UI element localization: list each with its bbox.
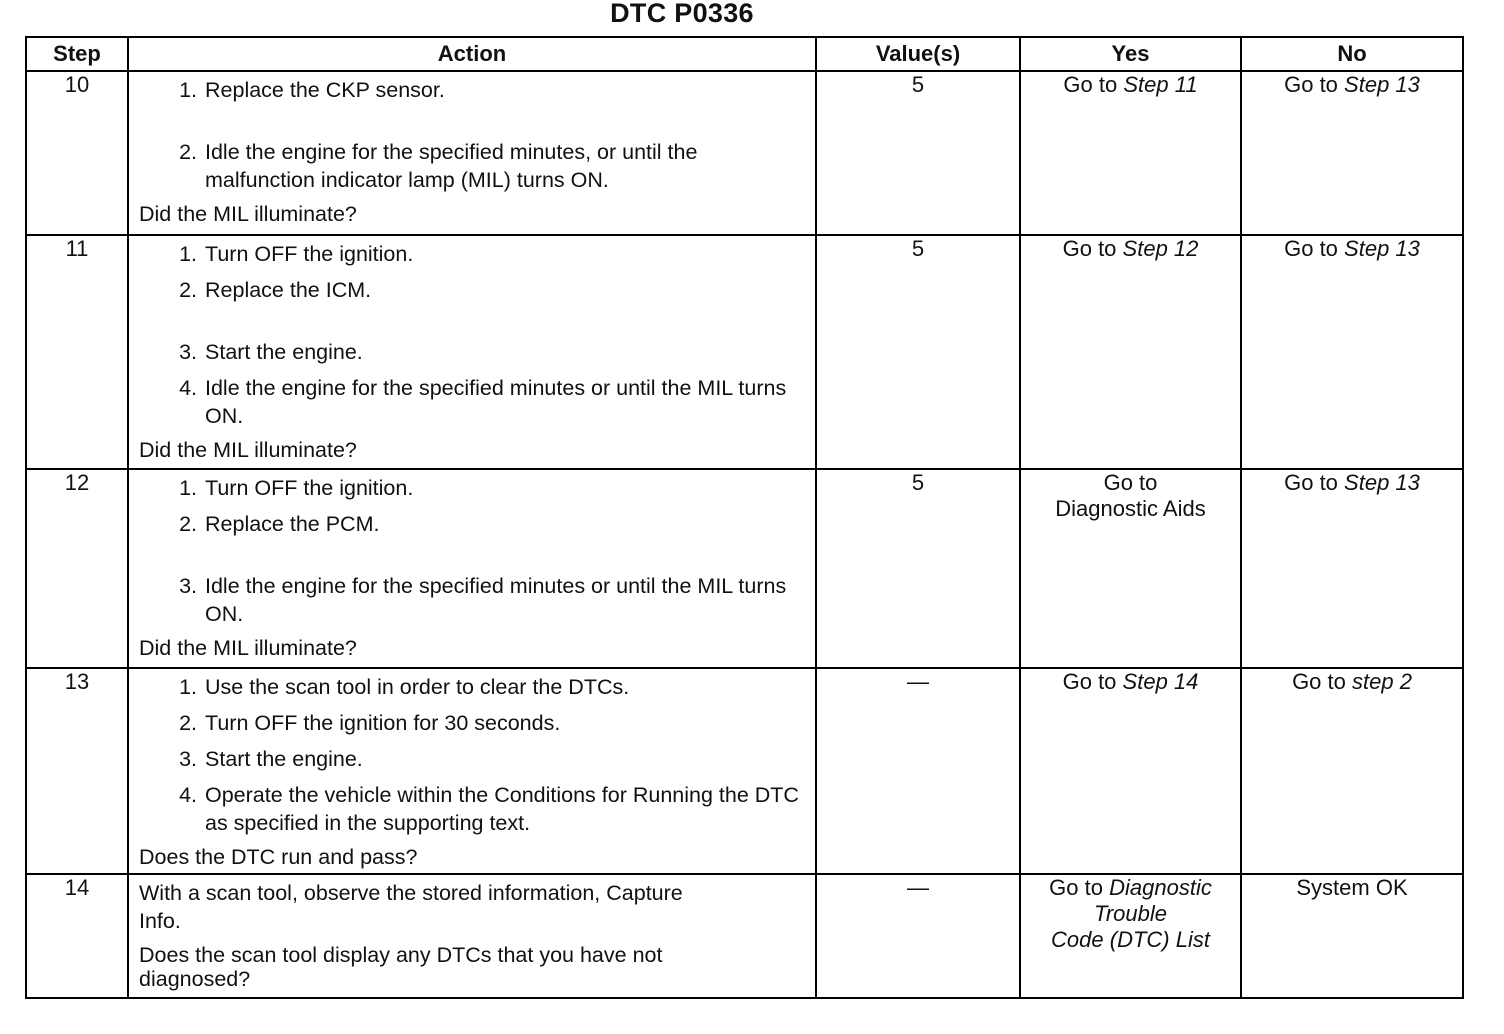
action-cell (128, 469, 816, 668)
diagnostic-aids-link[interactable]: Diagnostic Aids (1055, 496, 1206, 521)
step-link[interactable]: Step 11 (1123, 72, 1198, 97)
no-cell: Go to step 2 (1241, 668, 1463, 874)
list-item: 2. Replace the ICM. (179, 278, 372, 302)
header-step: Step (26, 37, 128, 71)
step-link[interactable]: Step 13 (1344, 470, 1420, 495)
value-cell: — (816, 668, 1020, 874)
header-yes: Yes (1020, 37, 1241, 71)
list-item: 3. Idle the engine for the specified minutes or until the MIL turns ON. (179, 574, 787, 626)
step-number: 11 (26, 235, 128, 469)
step-number: 14 (26, 874, 128, 998)
question: Does the scan tool display any DTCs that you have not diagnosed? (139, 943, 663, 991)
action-cell (128, 668, 816, 874)
value-cell: 5 (816, 469, 1020, 668)
value-cell: 5 (816, 71, 1020, 235)
header-row (26, 37, 1463, 71)
yes-cell: Go to Step 14 (1020, 668, 1241, 874)
step-number: 13 (26, 668, 128, 874)
list-item: 1. Use the scan tool in order to clear the DTCs. (179, 675, 630, 699)
list-item: 2. Replace the PCM. (179, 512, 380, 536)
list-item: 1. Turn OFF the ignition. (179, 242, 414, 266)
action-list (139, 474, 809, 628)
yes-cell: Go to Diagnostic Aids (1020, 469, 1241, 668)
table-row (26, 71, 1463, 235)
step-link[interactable]: Step 13 (1344, 236, 1420, 261)
yes-cell: Go to Diagnostic Trouble Code (DTC) List (1020, 874, 1241, 998)
page-title: DTC P0336 (610, 0, 754, 28)
header-action: Action (128, 37, 816, 71)
step-number: 10 (26, 71, 128, 235)
table-row (26, 235, 1463, 469)
action-list (139, 76, 809, 194)
table-row (26, 874, 1463, 998)
question: Does the DTC run and pass? (139, 845, 418, 869)
step-link[interactable]: Step 13 (1344, 72, 1420, 97)
value-cell: 5 (816, 235, 1020, 469)
diagnostic-table (25, 36, 1464, 999)
step-link[interactable]: Step 14 (1122, 669, 1199, 694)
question: Did the MIL illuminate? (139, 636, 357, 660)
instruction-text: With a scan tool, observe the stored information, Capture Info. (139, 881, 683, 933)
action-cell (128, 235, 816, 469)
list-item: 1. Replace the CKP sensor. (179, 78, 445, 102)
step-number: 12 (26, 469, 128, 668)
step-link[interactable]: Step 12 (1122, 236, 1199, 261)
list-item: 2. Idle the engine for the specified minutes, or until the malfunction indicator lamp (MIL) turns ON. (179, 140, 698, 192)
value-cell: — (816, 874, 1020, 998)
table-row (26, 668, 1463, 874)
list-item: 3. Start the engine. (179, 340, 363, 364)
header-no: No (1241, 37, 1463, 71)
list-item: 1. Turn OFF the ignition. (179, 476, 414, 500)
list-item: 4. Idle the engine for the specified minutes or until the MIL turns ON. (179, 376, 787, 428)
no-cell: Go to Step 13 (1241, 71, 1463, 235)
action-cell (128, 71, 816, 235)
yes-cell: Go to Step 12 (1020, 235, 1241, 469)
header-values: Value(s) (816, 37, 1020, 71)
step-link[interactable]: step 2 (1352, 669, 1412, 694)
action-list (139, 673, 809, 837)
dtc-list-link[interactable]: Diagnostic (1109, 875, 1212, 900)
list-item: 4. Operate the vehicle within the Conditions for Running the DTC as specified in the supporting text. (179, 783, 799, 835)
action-list (139, 240, 809, 430)
table-row (26, 469, 1463, 668)
no-cell: Go to Step 13 (1241, 469, 1463, 668)
yes-cell: Go to Step 11 (1020, 71, 1241, 235)
question: Did the MIL illuminate? (139, 438, 357, 462)
list-item: 3. Start the engine. (179, 747, 363, 771)
list-item: 2. Turn OFF the ignition for 30 seconds. (179, 711, 561, 735)
no-cell: Go to Step 13 (1241, 235, 1463, 469)
no-cell: System OK (1241, 874, 1463, 998)
action-cell (128, 874, 816, 998)
question: Did the MIL illuminate? (139, 202, 357, 226)
